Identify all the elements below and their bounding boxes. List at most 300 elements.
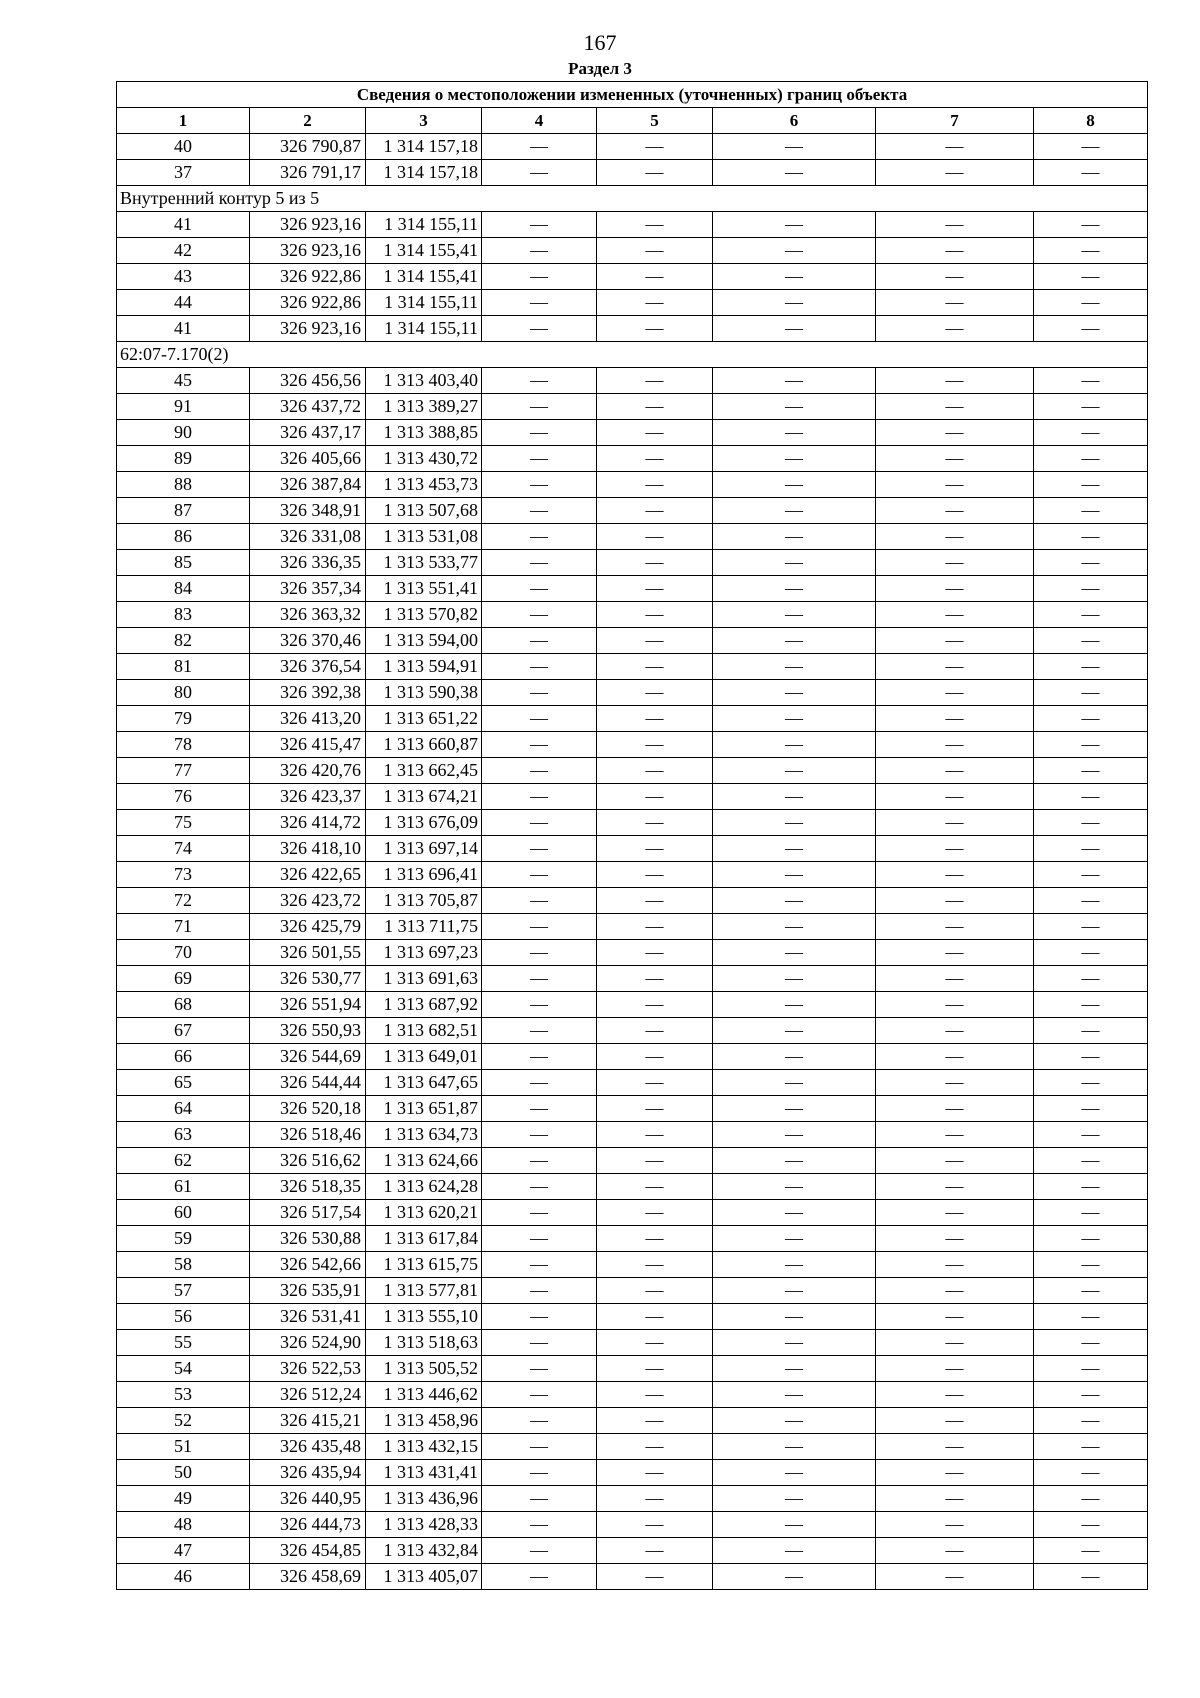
dash-cell: — (597, 1252, 713, 1278)
dash-cell: — (876, 1278, 1034, 1304)
dash-cell: — (597, 1122, 713, 1148)
dash-cell: — (713, 420, 876, 446)
dash-cell: — (713, 316, 876, 342)
dash-cell: — (597, 1486, 713, 1512)
dash-cell: — (1034, 316, 1148, 342)
point-number: 47 (117, 1538, 250, 1564)
dash-cell: — (713, 1018, 876, 1044)
dash-cell: — (1034, 810, 1148, 836)
dash-cell: — (482, 1174, 597, 1200)
column-header: 1 (117, 108, 250, 134)
dash-cell: — (482, 498, 597, 524)
x-coordinate: 326 516,62 (250, 1148, 366, 1174)
dash-cell: — (713, 1486, 876, 1512)
dash-cell: — (876, 1512, 1034, 1538)
table-row (117, 1486, 1148, 1512)
dash-cell: — (482, 1486, 597, 1512)
dash-cell: — (876, 472, 1034, 498)
dash-cell: — (876, 784, 1034, 810)
y-coordinate: 1 313 590,38 (366, 680, 482, 706)
dash-cell: — (876, 680, 1034, 706)
x-coordinate: 326 530,88 (250, 1226, 366, 1252)
x-coordinate: 326 531,41 (250, 1304, 366, 1330)
table-row (117, 550, 1148, 576)
dash-cell: — (713, 862, 876, 888)
y-coordinate: 1 313 431,41 (366, 1460, 482, 1486)
dash-cell: — (597, 1200, 713, 1226)
y-coordinate: 1 313 662,45 (366, 758, 482, 784)
dash-cell: — (1034, 914, 1148, 940)
table-row (117, 1096, 1148, 1122)
y-coordinate: 1 313 594,00 (366, 628, 482, 654)
x-coordinate: 326 923,16 (250, 212, 366, 238)
dash-cell: — (1034, 1044, 1148, 1070)
dash-cell: — (876, 1330, 1034, 1356)
y-coordinate: 1 313 651,22 (366, 706, 482, 732)
x-coordinate: 326 791,17 (250, 160, 366, 186)
dash-cell: — (713, 1148, 876, 1174)
x-coordinate: 326 392,38 (250, 680, 366, 706)
dash-cell: — (482, 706, 597, 732)
dash-cell: — (1034, 1252, 1148, 1278)
dash-cell: — (597, 316, 713, 342)
point-number: 76 (117, 784, 250, 810)
dash-cell: — (1034, 1382, 1148, 1408)
dash-cell: — (597, 1070, 713, 1096)
y-coordinate: 1 313 697,14 (366, 836, 482, 862)
point-number: 50 (117, 1460, 250, 1486)
y-coordinate: 1 313 436,96 (366, 1486, 482, 1512)
table-row (117, 784, 1148, 810)
dash-cell: — (713, 992, 876, 1018)
x-coordinate: 326 544,44 (250, 1070, 366, 1096)
point-number: 74 (117, 836, 250, 862)
table-row (117, 1018, 1148, 1044)
x-coordinate: 326 518,35 (250, 1174, 366, 1200)
dash-cell: — (713, 1278, 876, 1304)
y-coordinate: 1 313 403,40 (366, 368, 482, 394)
dash-cell: — (876, 1122, 1034, 1148)
dash-cell: — (482, 1252, 597, 1278)
table-row (117, 732, 1148, 758)
contour-subheader-row (117, 186, 1148, 212)
table-row (117, 316, 1148, 342)
dash-cell: — (1034, 1200, 1148, 1226)
dash-cell: — (876, 966, 1034, 992)
dash-cell: — (876, 1174, 1034, 1200)
table-row (117, 472, 1148, 498)
dash-cell: — (713, 1070, 876, 1096)
point-number: 91 (117, 394, 250, 420)
column-header: 6 (713, 108, 876, 134)
point-number: 37 (117, 160, 250, 186)
y-coordinate: 1 313 533,77 (366, 550, 482, 576)
table-row (117, 602, 1148, 628)
contour-subheader: 62:07-7.170(2) (117, 342, 1148, 368)
point-number: 48 (117, 1512, 250, 1538)
dash-cell: — (482, 160, 597, 186)
x-coordinate: 326 444,73 (250, 1512, 366, 1538)
dash-cell: — (482, 1382, 597, 1408)
x-coordinate: 326 376,54 (250, 654, 366, 680)
dash-cell: — (482, 550, 597, 576)
dash-cell: — (482, 810, 597, 836)
dash-cell: — (713, 1408, 876, 1434)
dash-cell: — (1034, 784, 1148, 810)
dash-cell: — (1034, 524, 1148, 550)
table-row (117, 1460, 1148, 1486)
y-coordinate: 1 313 555,10 (366, 1304, 482, 1330)
dash-cell: — (713, 1200, 876, 1226)
point-number: 83 (117, 602, 250, 628)
dash-cell: — (876, 134, 1034, 160)
y-coordinate: 1 313 405,07 (366, 1564, 482, 1590)
dash-cell: — (1034, 1096, 1148, 1122)
dash-cell: — (713, 498, 876, 524)
dash-cell: — (1034, 654, 1148, 680)
dash-cell: — (876, 420, 1034, 446)
dash-cell: — (713, 1382, 876, 1408)
table-row (117, 212, 1148, 238)
contour-subheader: Внутренний контур 5 из 5 (117, 186, 1148, 212)
dash-cell: — (482, 836, 597, 862)
dash-cell: — (713, 290, 876, 316)
dash-cell: — (1034, 446, 1148, 472)
dash-cell: — (597, 1278, 713, 1304)
dash-cell: — (713, 1460, 876, 1486)
x-coordinate: 326 544,69 (250, 1044, 366, 1070)
dash-cell: — (713, 940, 876, 966)
dash-cell: — (1034, 290, 1148, 316)
x-coordinate: 326 415,47 (250, 732, 366, 758)
dash-cell: — (1034, 1564, 1148, 1590)
table-row (117, 1200, 1148, 1226)
y-coordinate: 1 313 647,65 (366, 1070, 482, 1096)
dash-cell: — (597, 160, 713, 186)
point-number: 87 (117, 498, 250, 524)
dash-cell: — (482, 446, 597, 472)
dash-cell: — (1034, 758, 1148, 784)
point-number: 54 (117, 1356, 250, 1382)
y-coordinate: 1 313 432,84 (366, 1538, 482, 1564)
dash-cell: — (597, 940, 713, 966)
x-coordinate: 326 520,18 (250, 1096, 366, 1122)
point-number: 42 (117, 238, 250, 264)
point-number: 82 (117, 628, 250, 654)
table-row (117, 966, 1148, 992)
dash-cell: — (482, 992, 597, 1018)
y-coordinate: 1 313 577,81 (366, 1278, 482, 1304)
y-coordinate: 1 313 507,68 (366, 498, 482, 524)
dash-cell: — (597, 836, 713, 862)
dash-cell: — (1034, 1018, 1148, 1044)
y-coordinate: 1 314 155,41 (366, 238, 482, 264)
dash-cell: — (876, 1356, 1034, 1382)
x-coordinate: 326 435,48 (250, 1434, 366, 1460)
point-number: 56 (117, 1304, 250, 1330)
x-coordinate: 326 414,72 (250, 810, 366, 836)
point-number: 58 (117, 1252, 250, 1278)
point-number: 41 (117, 212, 250, 238)
dash-cell: — (1034, 1356, 1148, 1382)
dash-cell: — (597, 732, 713, 758)
dash-cell: — (597, 472, 713, 498)
y-coordinate: 1 313 682,51 (366, 1018, 482, 1044)
point-number: 46 (117, 1564, 250, 1590)
y-coordinate: 1 313 389,27 (366, 394, 482, 420)
dash-cell: — (1034, 602, 1148, 628)
dash-cell: — (597, 1434, 713, 1460)
dash-cell: — (597, 654, 713, 680)
x-coordinate: 326 458,69 (250, 1564, 366, 1590)
y-coordinate: 1 313 620,21 (366, 1200, 482, 1226)
table-body (117, 82, 1148, 1590)
dash-cell: — (482, 420, 597, 446)
dash-cell: — (713, 368, 876, 394)
x-coordinate: 326 348,91 (250, 498, 366, 524)
y-coordinate: 1 313 428,33 (366, 1512, 482, 1538)
dash-cell: — (1034, 1538, 1148, 1564)
y-coordinate: 1 313 660,87 (366, 732, 482, 758)
dash-cell: — (482, 1330, 597, 1356)
dash-cell: — (482, 290, 597, 316)
dash-cell: — (876, 758, 1034, 784)
dash-cell: — (713, 472, 876, 498)
dash-cell: — (597, 966, 713, 992)
dash-cell: — (876, 264, 1034, 290)
dash-cell: — (482, 888, 597, 914)
dash-cell: — (713, 576, 876, 602)
dash-cell: — (482, 1408, 597, 1434)
dash-cell: — (482, 1122, 597, 1148)
point-number: 85 (117, 550, 250, 576)
dash-cell: — (597, 1044, 713, 1070)
dash-cell: — (1034, 212, 1148, 238)
dash-cell: — (1034, 472, 1148, 498)
point-number: 81 (117, 654, 250, 680)
section-title: Раздел 3 (568, 59, 632, 78)
dash-cell: — (482, 680, 597, 706)
dash-cell: — (713, 732, 876, 758)
dash-cell: — (713, 1226, 876, 1252)
column-header: 5 (597, 108, 713, 134)
x-coordinate: 326 387,84 (250, 472, 366, 498)
dash-cell: — (713, 238, 876, 264)
table-row (117, 368, 1148, 394)
dash-cell: — (1034, 420, 1148, 446)
point-number: 71 (117, 914, 250, 940)
dash-cell: — (597, 1148, 713, 1174)
dash-cell: — (876, 1044, 1034, 1070)
dash-cell: — (597, 1018, 713, 1044)
y-coordinate: 1 313 674,21 (366, 784, 482, 810)
y-coordinate: 1 313 430,72 (366, 446, 482, 472)
table-row (117, 420, 1148, 446)
table-title-row (117, 82, 1148, 108)
dash-cell: — (482, 394, 597, 420)
table-row (117, 1356, 1148, 1382)
dash-cell: — (482, 316, 597, 342)
dash-cell: — (876, 836, 1034, 862)
table-row (117, 446, 1148, 472)
x-coordinate: 326 336,35 (250, 550, 366, 576)
dash-cell: — (482, 368, 597, 394)
y-coordinate: 1 313 505,52 (366, 1356, 482, 1382)
dash-cell: — (1034, 134, 1148, 160)
table-row (117, 1174, 1148, 1200)
point-number: 86 (117, 524, 250, 550)
dash-cell: — (876, 576, 1034, 602)
dash-cell: — (713, 1304, 876, 1330)
dash-cell: — (876, 212, 1034, 238)
dash-cell: — (713, 810, 876, 836)
y-coordinate: 1 313 446,62 (366, 1382, 482, 1408)
point-number: 44 (117, 290, 250, 316)
point-number: 45 (117, 368, 250, 394)
point-number: 79 (117, 706, 250, 732)
dash-cell: — (482, 1460, 597, 1486)
point-number: 88 (117, 472, 250, 498)
point-number: 78 (117, 732, 250, 758)
dash-cell: — (876, 1200, 1034, 1226)
x-coordinate: 326 517,54 (250, 1200, 366, 1226)
point-number: 73 (117, 862, 250, 888)
point-number: 77 (117, 758, 250, 784)
table-row (117, 1148, 1148, 1174)
dash-cell: — (1034, 1460, 1148, 1486)
dash-cell: — (597, 420, 713, 446)
x-coordinate: 326 550,93 (250, 1018, 366, 1044)
dash-cell: — (482, 524, 597, 550)
point-number: 40 (117, 134, 250, 160)
x-coordinate: 326 530,77 (250, 966, 366, 992)
table-row (117, 914, 1148, 940)
y-coordinate: 1 313 388,85 (366, 420, 482, 446)
point-number: 52 (117, 1408, 250, 1434)
x-coordinate: 326 542,66 (250, 1252, 366, 1278)
dash-cell: — (876, 1018, 1034, 1044)
dash-cell: — (1034, 1330, 1148, 1356)
dash-cell: — (876, 732, 1034, 758)
dash-cell: — (482, 1018, 597, 1044)
dash-cell: — (1034, 940, 1148, 966)
dash-cell: — (597, 264, 713, 290)
table-row (117, 1044, 1148, 1070)
dash-cell: — (876, 1096, 1034, 1122)
dash-cell: — (876, 1252, 1034, 1278)
dash-cell: — (597, 212, 713, 238)
dash-cell: — (876, 992, 1034, 1018)
x-coordinate: 326 370,46 (250, 628, 366, 654)
dash-cell: — (876, 1304, 1034, 1330)
dash-cell: — (713, 1434, 876, 1460)
table-row (117, 1252, 1148, 1278)
dash-cell: — (482, 212, 597, 238)
y-coordinate: 1 313 615,75 (366, 1252, 482, 1278)
dash-cell: — (1034, 1434, 1148, 1460)
y-coordinate: 1 313 634,73 (366, 1122, 482, 1148)
point-number: 66 (117, 1044, 250, 1070)
dash-cell: — (482, 1564, 597, 1590)
dash-cell: — (597, 1382, 713, 1408)
x-coordinate: 326 423,37 (250, 784, 366, 810)
point-number: 69 (117, 966, 250, 992)
dash-cell: — (482, 784, 597, 810)
dash-cell: — (1034, 1070, 1148, 1096)
x-coordinate: 326 524,90 (250, 1330, 366, 1356)
dash-cell: — (713, 160, 876, 186)
dash-cell: — (482, 1044, 597, 1070)
y-coordinate: 1 314 155,11 (366, 212, 482, 238)
table-row (117, 654, 1148, 680)
y-coordinate: 1 313 691,63 (366, 966, 482, 992)
table-row (117, 1122, 1148, 1148)
dash-cell: — (597, 1330, 713, 1356)
dash-cell: — (482, 134, 597, 160)
y-coordinate: 1 313 453,73 (366, 472, 482, 498)
y-coordinate: 1 313 458,96 (366, 1408, 482, 1434)
x-coordinate: 326 405,66 (250, 446, 366, 472)
dash-cell: — (597, 1226, 713, 1252)
point-number: 41 (117, 316, 250, 342)
dash-cell: — (1034, 706, 1148, 732)
dash-cell: — (1034, 966, 1148, 992)
dash-cell: — (482, 1538, 597, 1564)
dash-cell: — (876, 1148, 1034, 1174)
table-row (117, 680, 1148, 706)
dash-cell: — (482, 1434, 597, 1460)
x-coordinate: 326 418,10 (250, 836, 366, 862)
dash-cell: — (713, 602, 876, 628)
dash-cell: — (1034, 732, 1148, 758)
dash-cell: — (597, 1564, 713, 1590)
point-number: 65 (117, 1070, 250, 1096)
dash-cell: — (597, 914, 713, 940)
dash-cell: — (597, 1460, 713, 1486)
dash-cell: — (1034, 888, 1148, 914)
dash-cell: — (482, 1226, 597, 1252)
dash-cell: — (597, 862, 713, 888)
dash-cell: — (597, 524, 713, 550)
column-header-row (117, 108, 1148, 134)
y-coordinate: 1 313 676,09 (366, 810, 482, 836)
dash-cell: — (1034, 394, 1148, 420)
dash-cell: — (482, 1304, 597, 1330)
dash-cell: — (876, 368, 1034, 394)
dash-cell: — (713, 1512, 876, 1538)
point-number: 70 (117, 940, 250, 966)
point-number: 55 (117, 1330, 250, 1356)
page-number: 167 (583, 30, 617, 55)
x-coordinate: 326 923,16 (250, 238, 366, 264)
dash-cell: — (482, 1096, 597, 1122)
x-coordinate: 326 357,34 (250, 576, 366, 602)
dash-cell: — (482, 1070, 597, 1096)
contour-subheader-row (117, 342, 1148, 368)
dash-cell: — (713, 914, 876, 940)
y-coordinate: 1 313 649,01 (366, 1044, 482, 1070)
dash-cell: — (482, 576, 597, 602)
table-row (117, 160, 1148, 186)
x-coordinate: 326 425,79 (250, 914, 366, 940)
y-coordinate: 1 313 432,15 (366, 1434, 482, 1460)
dash-cell: — (1034, 628, 1148, 654)
dash-cell: — (876, 940, 1034, 966)
dash-cell: — (1034, 264, 1148, 290)
dash-cell: — (1034, 160, 1148, 186)
dash-cell: — (876, 394, 1034, 420)
dash-cell: — (482, 966, 597, 992)
